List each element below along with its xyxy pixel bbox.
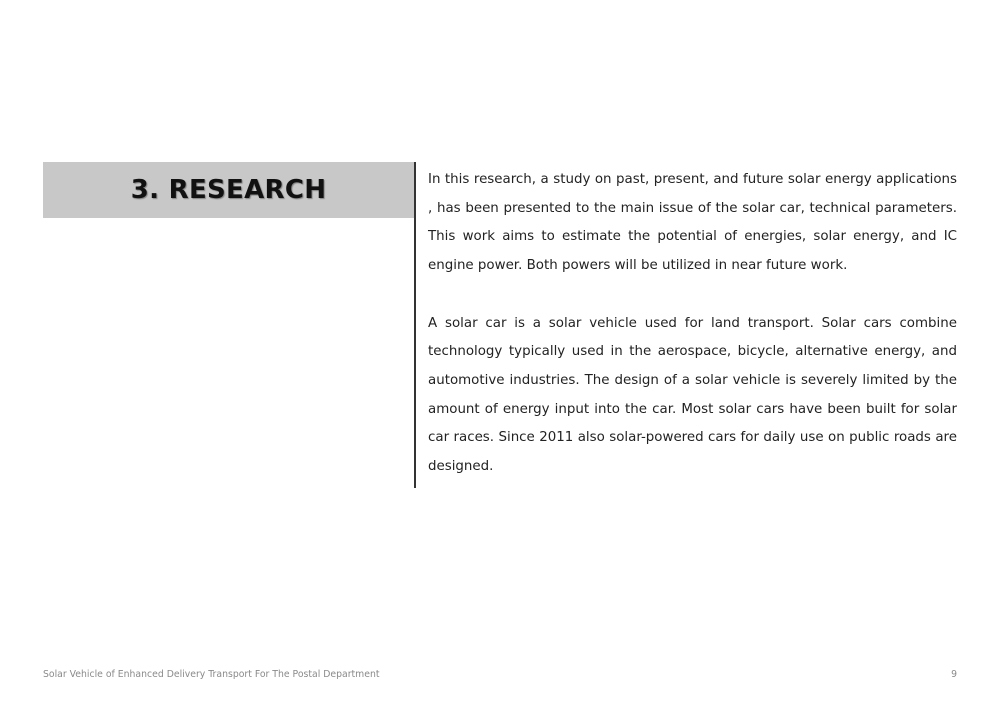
paragraph-solar-car: A solar car is a solar vehicle used for land transport. Solar cars combine technology typically used in the aerospace, bicycle, alternative energy, and automotive industries. The design of a solar vehicle is severely limited by the amount of energy input into the car. Most solar cars have been built for solar car races. Since 2011 also solar-powered cars for daily use on public roads are designed.	[428, 315, 957, 475]
footer-document-title: Solar Vehicle of Enhanced Delivery Transport For The Postal Department	[43, 669, 380, 680]
paragraph-intro: In this research, a study on past, present, and future solar energy applications , has been presented to the main issue of the solar car, technical parameters. This work aims to estimate the potential of energies, solar energy, and IC engine power. Both powers will be utilized in near future work.	[428, 172, 957, 274]
body-text	[428, 166, 957, 482]
vertical-divider	[414, 162, 416, 488]
section-heading: 3. RESEARCH	[130, 175, 327, 205]
section-heading-band	[43, 162, 414, 218]
page-number: 9	[951, 669, 957, 680]
